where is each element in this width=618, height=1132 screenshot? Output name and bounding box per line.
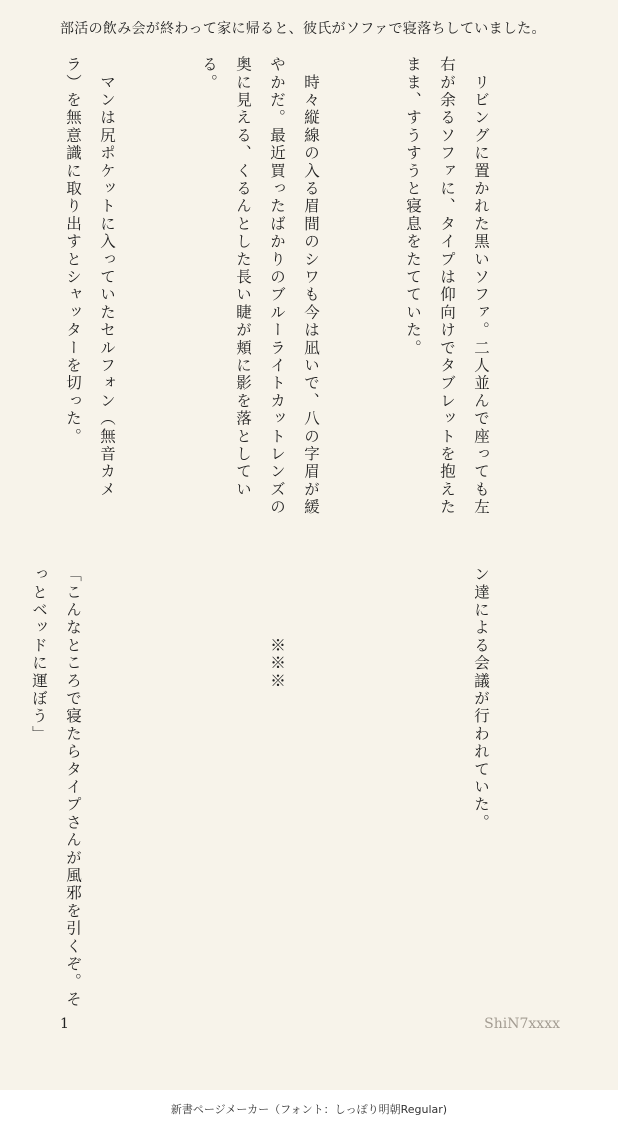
footer-credit: 新書ページメーカー（フォント：しっぽり明朝Regular) (170, 1103, 448, 1116)
paragraph: リビングに置かれた黒いソファ。二人並んで座っても左右が余るソファに、タイプは仰向けでタブレットを抱えたまま、すうすうと寝息をたてていた。 (404, 56, 490, 517)
lower-text-block (0, 566, 566, 1022)
blank-line (362, 566, 396, 1022)
paragraph: ン達による会議が行われていた。 (472, 566, 490, 832)
page-number: 1 (60, 1016, 69, 1032)
blank-line (158, 566, 192, 1022)
upper-text-block (0, 56, 566, 526)
paragraph: 時々縦線の入る眉間のシワも今は凪いで、八の字眉が緩やかだ。最近買ったばかりのブルーライトカットレンズの奥に見える、くるんとした長い睫が頬に影を落としている。 (200, 56, 320, 517)
paragraph: 「こんなところで寝たらタイプさんが風邪を引くぞ。そっとベッドに運ぼう」 (30, 566, 82, 1009)
header-line: 部活の飲み会が終わって家に帰ると、彼氏がソファで寝落ちしていました。 (60, 21, 546, 37)
section-break: ※※※ (268, 566, 286, 690)
paragraph: マンは尻ポケットに入っていたセルフォン（無音カメラ）を無意識に取り出すとシャッターを切った。 (64, 56, 116, 499)
author-name: ShiN7xxxx (484, 1016, 560, 1032)
